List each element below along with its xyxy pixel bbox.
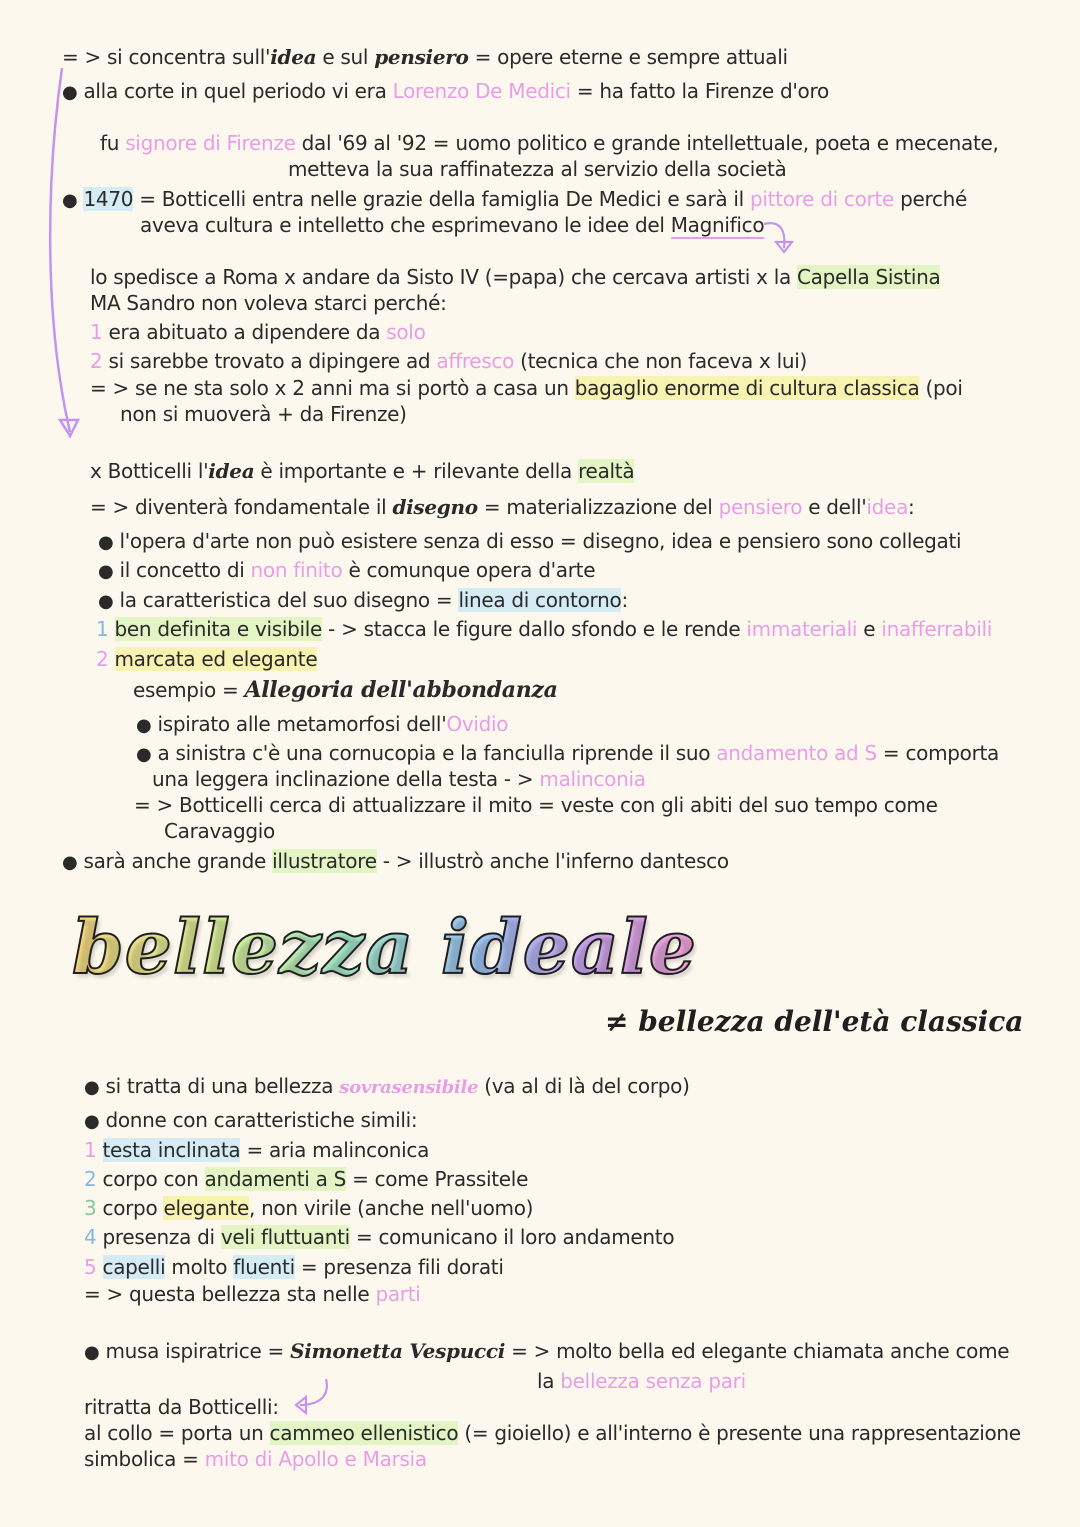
line-m9: ● musa ispiratrice = Simonetta Vespucci = > molto bella ed elegante chiamata anche come (84, 1339, 1010, 1363)
line-2: ● alla corte in quel periodo vi era Lorenzo De Medici = ha fatto la Firenze d'oro (62, 79, 829, 103)
curved-arrow-icon (290, 1375, 340, 1415)
line-9: 1 era abituato a dipendere da solo (90, 320, 426, 344)
line-25: Caravaggio (164, 819, 275, 843)
line-6: aveva cultura e intelletto che esprimevano le idee del Magnifico (140, 213, 765, 237)
line-3: fu signore di Firenze dal '69 al '92 = uomo politico e grande intellettuale, poeta e mecenate, (100, 131, 999, 155)
line-7: lo spedisce a Roma x andare da Sisto IV (=papa) che cercava artisti x la Capella Sistina (90, 265, 941, 289)
line-m12: al collo = porta un cammeo ellenistico (= gioiello) e all'interno è presente una rappresentazione (84, 1421, 1021, 1445)
line-m10: la bellezza senza pari (537, 1369, 746, 1393)
bullet-icon: ● (98, 532, 114, 553)
line-4: metteva la sua raffinatezza al servizio della società (288, 157, 787, 181)
line-m6: 4 presenza di veli fluttuanti = comunicano il loro andamento (84, 1225, 675, 1249)
bullet-icon: ● (62, 82, 78, 103)
line-m2: ● donne con caratteristiche simili: (84, 1108, 418, 1132)
line-22: ● a sinistra c'è una cornucopia e la fanciulla riprende il suo andamento ad S = comporta (136, 741, 1000, 765)
line-11: = > se ne sta solo x 2 anni ma si portò a casa un bagaglio enorme di cultura classica (poi (90, 376, 963, 400)
bullet-icon: ● (84, 1077, 100, 1098)
line-20: esempio = Allegoria dell'abbondanza (133, 677, 558, 703)
line-5: ● 1470 = Botticelli entra nelle grazie della famiglia De Medici e sarà il pittore di corte perché (62, 187, 968, 211)
bullet-icon: ● (62, 190, 78, 211)
line-8: MA Sandro non voleva starci perché: (90, 291, 447, 315)
curved-arrow-icon (760, 218, 800, 258)
line-m11: ritratta da Botticelli: (84, 1395, 279, 1419)
line-m4: 2 corpo con andamenti a S = come Prassitele (84, 1167, 529, 1191)
line-m13: simbolica = mito di Apollo e Marsia (84, 1447, 427, 1471)
bullet-icon: ● (62, 852, 78, 873)
bullet-icon: ● (84, 1342, 100, 1363)
line-24: = > Botticelli cerca di attualizzare il mito = veste con gli abiti del suo tempo come (134, 793, 938, 817)
line-12: non si muoverà + da Firenze) (120, 402, 407, 426)
line-m3: 1 testa inclinata = aria malinconica (84, 1138, 430, 1162)
line-16: ● il concetto di non finito è comunque opera d'arte (98, 558, 596, 582)
line-m1: ● si tratta di una bellezza sovrasensibile (va al di là del corpo) (84, 1074, 690, 1098)
line-15: ● l'opera d'arte non può esistere senza di esso = disegno, idea e pensiero sono collegati (98, 529, 962, 553)
line-23: una leggera inclinazione della testa - > malinconia (152, 767, 646, 791)
section-title: bellezza ideale (72, 905, 697, 991)
line-21: ● ispirato alle metamorfosi dell'Ovidio (136, 712, 509, 736)
bullet-icon: ● (98, 561, 114, 582)
line-19: 2 marcata ed elegante (96, 647, 318, 671)
line-1: = > si concentra sull'idea e sul pensiero = opere eterne e sempre attuali (62, 45, 788, 69)
line-18: 1 ben definita e visibile - > stacca le figure dallo sfondo e le rende immateriali e inafferrabili (96, 617, 993, 641)
line-10: 2 si sarebbe trovato a dipingere ad affresco (tecnica che non faceva x lui) (90, 349, 808, 373)
bullet-icon: ● (98, 591, 114, 612)
bullet-icon: ● (136, 744, 152, 765)
bullet-icon: ● (136, 715, 152, 736)
line-m5: 3 corpo elegante, non virile (anche nell'uomo) (84, 1196, 534, 1220)
line-13: x Botticelli l'idea è importante e + rilevante della realtà (90, 459, 635, 483)
line-14: = > diventerà fondamentale il disegno = materializzazione del pensiero e dell'idea: (90, 495, 915, 519)
line-m7: 5 capelli molto fluenti = presenza fili dorati (84, 1255, 504, 1279)
line-26: ● sarà anche grande illustratore - > illustrò anche l'inferno dantesco (62, 849, 729, 873)
line-17: ● la caratteristica del suo disegno = linea di contorno: (98, 588, 628, 612)
section-subtitle: ≠ bellezza dell'età classica (605, 1005, 1024, 1038)
line-m8: = > questa bellezza sta nelle parti (84, 1282, 421, 1306)
bullet-icon: ● (84, 1111, 100, 1132)
